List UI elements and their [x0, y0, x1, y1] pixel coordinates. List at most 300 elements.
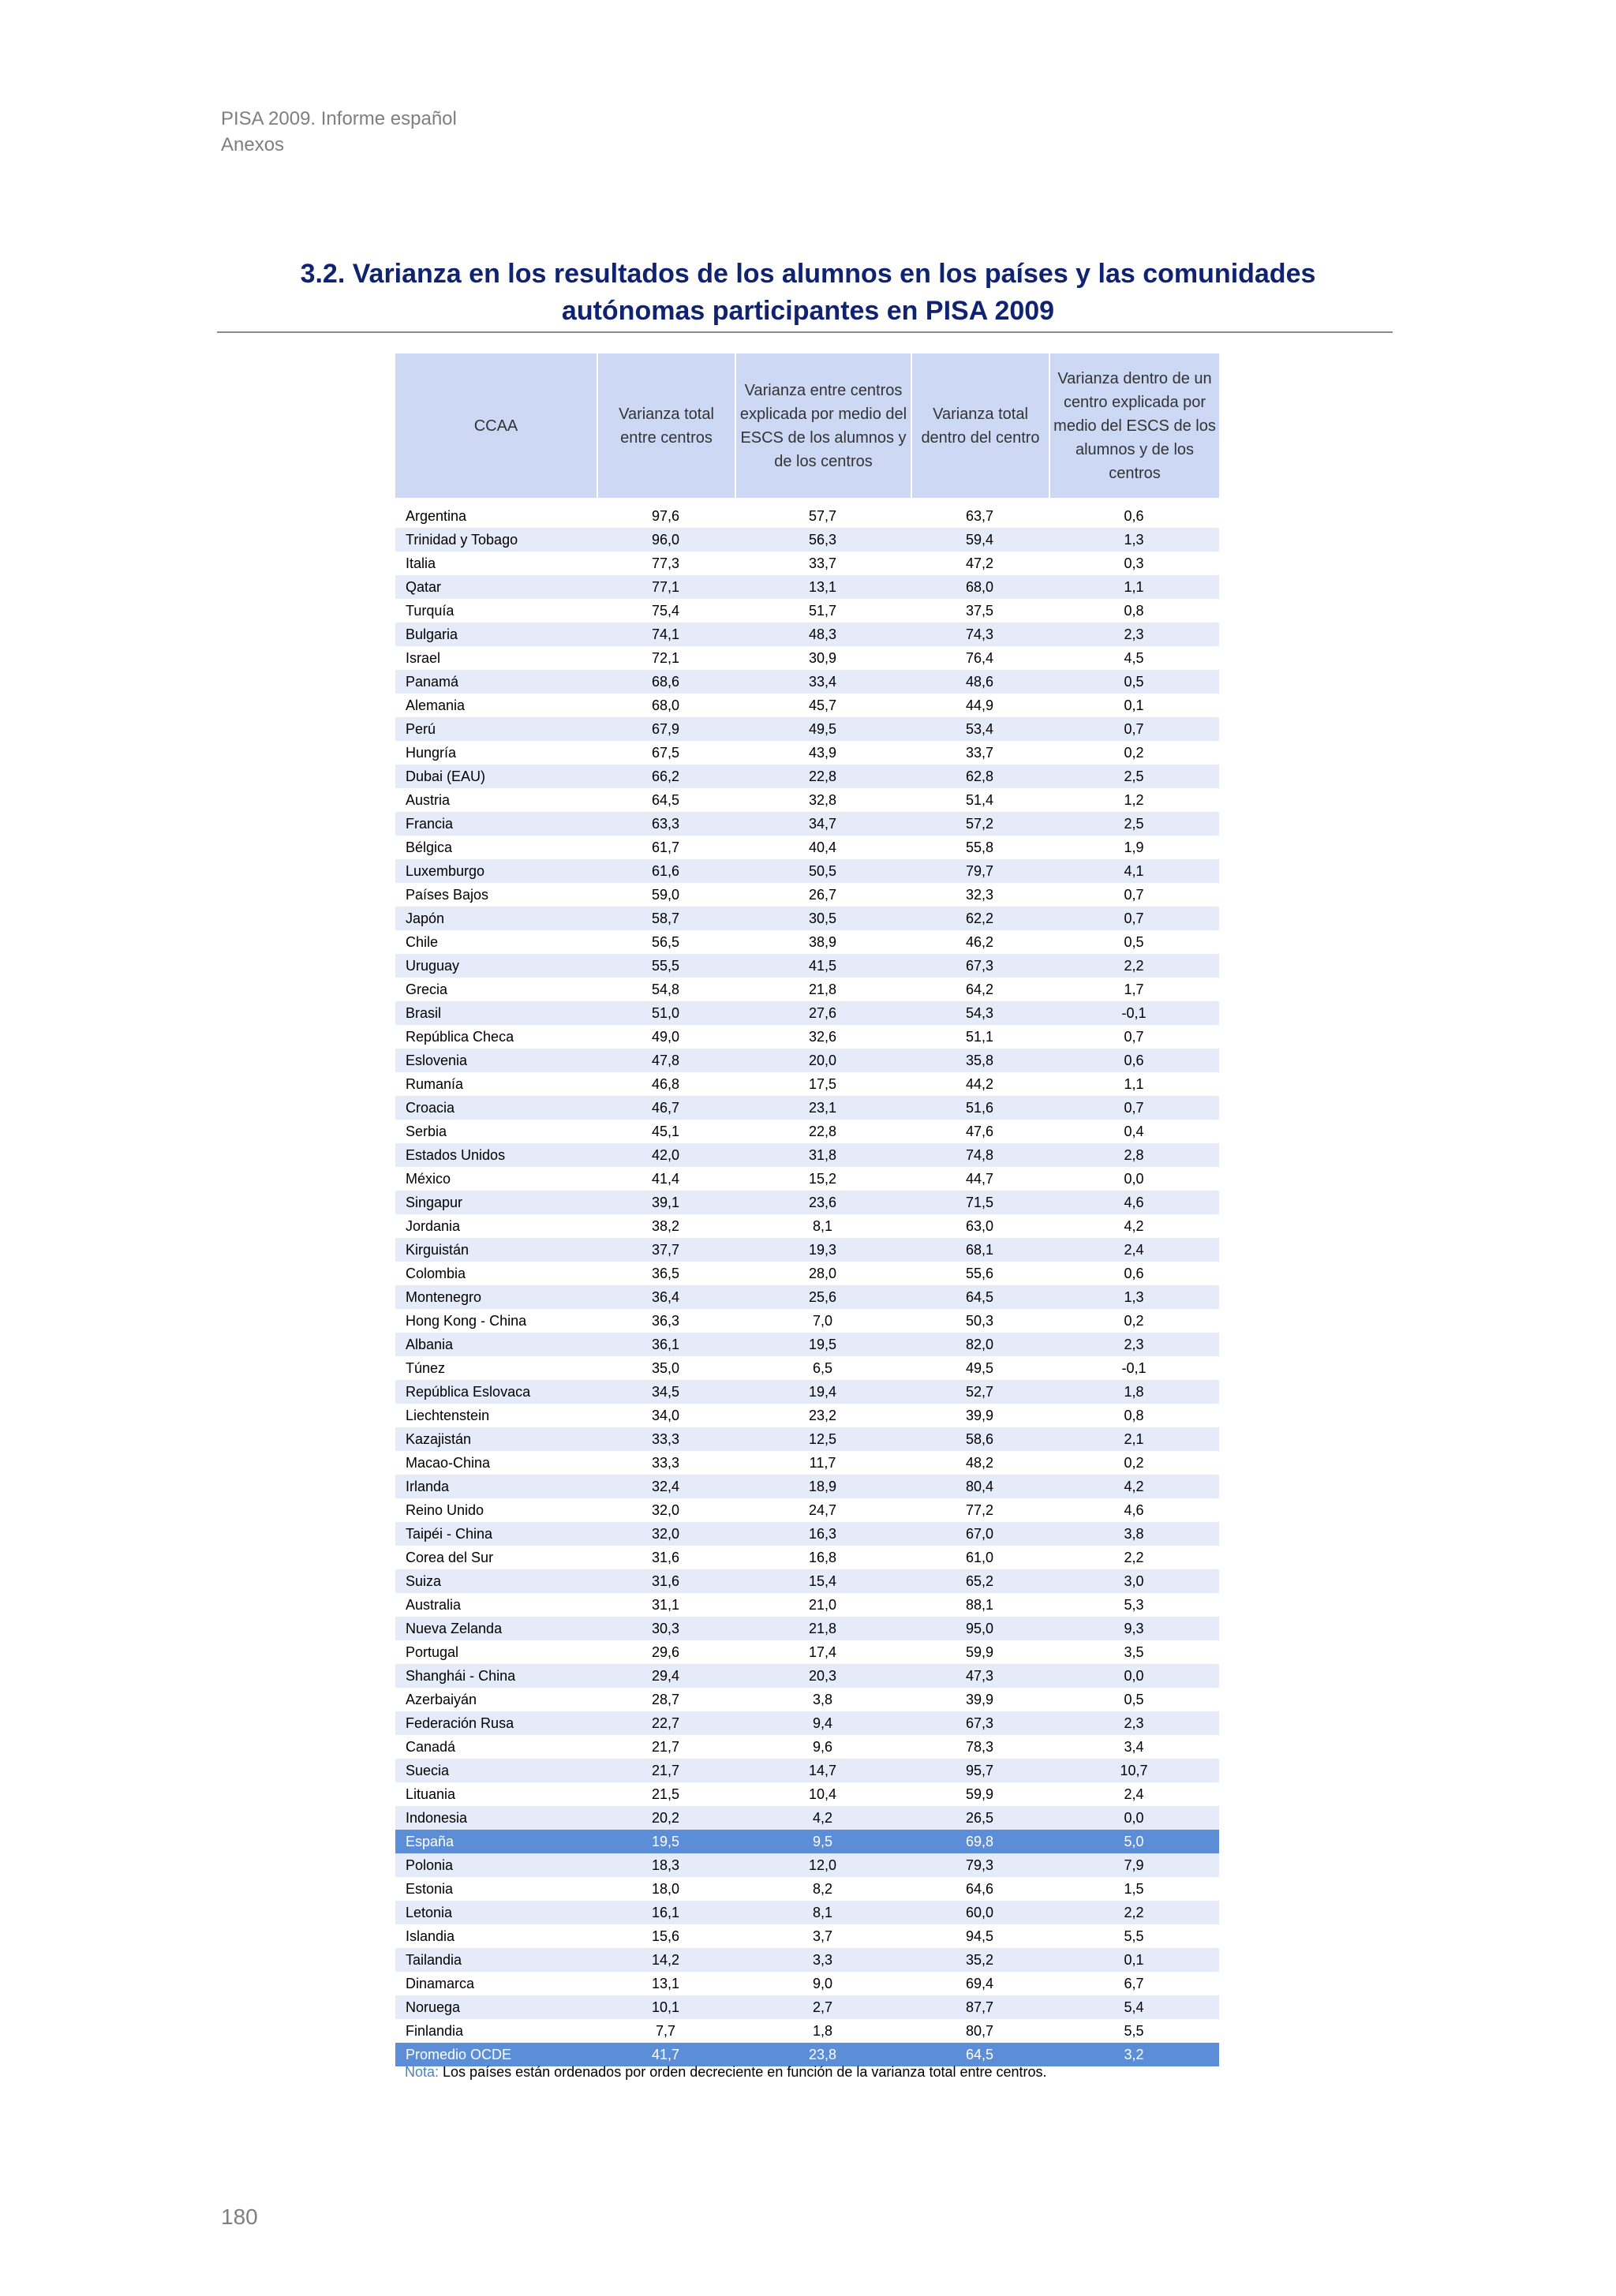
cell-within-escs: 0,6 — [1049, 1049, 1219, 1072]
section-title-line-1: 3.2. Varianza en los resultados de los alumnos en los países y las comunidades — [300, 259, 1316, 289]
cell-country: Albania — [395, 1333, 597, 1356]
cell-within-escs: 1,7 — [1124, 982, 1144, 997]
cell-country: Portugal — [406, 1644, 459, 1660]
cell-between-escs: 12,5 — [735, 1427, 911, 1451]
table-row — [395, 2019, 1219, 2043]
cell-between-escs: 41,5 — [735, 954, 911, 978]
cell-within-escs: 1,1 — [1124, 1076, 1144, 1092]
cell-between-escs: 45,7 — [808, 697, 837, 713]
cell-within-escs: 0,2 — [1124, 745, 1144, 761]
cell-country: Taipéi - China — [395, 1522, 597, 1546]
page-number: 180 — [221, 2204, 258, 2229]
cell-between-total: 97,6 — [651, 508, 680, 524]
cell-within-total: 47,2 — [965, 555, 994, 571]
cell-between-escs: 26,7 — [808, 887, 837, 903]
cell-within-escs: 4,2 — [1049, 1475, 1219, 1498]
cell-within-escs: 2,3 — [1049, 1711, 1219, 1735]
cell-between-escs: 14,7 — [735, 1759, 911, 1782]
cell-country: Shanghái - China — [395, 1664, 597, 1688]
cell-between-total: 31,6 — [597, 1569, 735, 1593]
column-header-within-total: Varianza total dentro del centro — [911, 353, 1049, 498]
table-row — [395, 1688, 1219, 1711]
table-row — [395, 1001, 1219, 1025]
title-divider — [217, 331, 1393, 333]
cell-between-escs: 6,5 — [812, 1360, 833, 1376]
cell-within-escs: 0,8 — [1124, 1408, 1144, 1423]
header-gap — [395, 498, 1219, 504]
table-row — [395, 552, 1219, 575]
table-row — [395, 1309, 1219, 1333]
table-row — [395, 1948, 1219, 1972]
cell-within-total: 39,9 — [965, 1408, 994, 1423]
table-row — [395, 670, 1219, 694]
table-row — [395, 1427, 1219, 1451]
cell-between-escs: 33,7 — [808, 555, 837, 571]
table-row — [395, 1214, 1219, 1238]
table-row — [395, 741, 1219, 765]
cell-between-escs: 13,1 — [735, 575, 911, 599]
table-row — [395, 1782, 1219, 1806]
table-row — [395, 1262, 1219, 1285]
cell-country: Grecia — [406, 982, 448, 997]
cell-within-total: 74,8 — [911, 1143, 1049, 1167]
cell-within-total: 44,9 — [965, 697, 994, 713]
cell-country: Montenegro — [395, 1285, 597, 1309]
table-row — [395, 1333, 1219, 1356]
cell-country: Tailandia — [395, 1948, 597, 1972]
cell-within-total: 88,1 — [965, 1597, 994, 1613]
cell-between-total: 67,9 — [597, 717, 735, 741]
cell-between-escs: 57,7 — [808, 508, 837, 524]
cell-between-total: 32,0 — [651, 1502, 680, 1518]
cell-between-escs: 56,3 — [735, 528, 911, 552]
cell-within-escs: 3,4 — [1124, 1739, 1144, 1755]
cell-within-escs: 4,1 — [1049, 859, 1219, 883]
cell-within-total: 57,2 — [911, 812, 1049, 836]
cell-between-total: 21,5 — [651, 1786, 680, 1802]
cell-between-escs: 22,8 — [808, 1124, 837, 1139]
cell-within-escs: 4,6 — [1124, 1502, 1144, 1518]
cell-between-escs: 8,1 — [735, 1901, 911, 1924]
cell-within-total: 60,0 — [911, 1901, 1049, 1924]
cell-country: Suiza — [395, 1569, 597, 1593]
cell-between-escs: 21,0 — [808, 1597, 837, 1613]
cell-within-escs: 9,3 — [1049, 1617, 1219, 1640]
cell-country: Serbia — [406, 1124, 447, 1139]
cell-country: Eslovenia — [395, 1049, 597, 1072]
cell-between-total: 46,7 — [597, 1096, 735, 1120]
cell-between-escs: 21,8 — [735, 1617, 911, 1640]
running-header-section: Anexos — [221, 134, 285, 155]
cell-between-total: 46,8 — [651, 1076, 680, 1092]
cell-between-total: 33,3 — [597, 1427, 735, 1451]
cell-within-escs: 2,2 — [1049, 954, 1219, 978]
cell-country: Singapur — [395, 1191, 597, 1214]
cell-within-escs: 0,3 — [1124, 555, 1144, 571]
cell-between-escs: 19,4 — [735, 1380, 911, 1404]
cell-within-escs: -0,1 — [1121, 1360, 1147, 1376]
cell-between-total: 68,6 — [597, 670, 735, 694]
section-title — [217, 256, 1399, 330]
table-row — [395, 1096, 1219, 1120]
cell-country: República Checa — [406, 1029, 514, 1045]
cell-between-total: 20,2 — [597, 1806, 735, 1830]
cell-within-total: 51,1 — [965, 1029, 994, 1045]
cell-within-escs: 0,0 — [1124, 1171, 1144, 1187]
cell-within-total: 32,3 — [965, 887, 994, 903]
cell-between-escs: 22,8 — [735, 765, 911, 788]
cell-between-escs: 9,5 — [735, 1830, 911, 1853]
cell-between-total: 18,0 — [651, 1881, 680, 1897]
cell-within-escs: 0,5 — [1124, 934, 1144, 950]
cell-country: Estados Unidos — [395, 1143, 597, 1167]
cell-within-total: 35,2 — [911, 1948, 1049, 1972]
cell-within-total: 87,7 — [911, 1995, 1049, 2019]
cell-between-total: 67,5 — [651, 745, 680, 761]
cell-between-total: 13,1 — [651, 1976, 680, 1991]
cell-between-total: 16,1 — [597, 1901, 735, 1924]
cell-within-total: 74,3 — [911, 623, 1049, 646]
cell-country: España — [395, 1830, 597, 1853]
cell-within-total: 78,3 — [965, 1739, 994, 1755]
cell-between-escs: 9,4 — [735, 1711, 911, 1735]
cell-within-total: 62,8 — [911, 765, 1049, 788]
column-header-between-total: Varianza total entre centros — [597, 353, 735, 498]
cell-between-total: 47,8 — [597, 1049, 735, 1072]
cell-between-escs: 3,7 — [812, 1928, 833, 1944]
cell-between-escs: 4,2 — [735, 1806, 911, 1830]
cell-within-total: 95,0 — [911, 1617, 1049, 1640]
cell-within-total: 62,2 — [911, 907, 1049, 930]
cell-country: Promedio OCDE — [395, 2043, 597, 2066]
cell-within-total: 44,2 — [965, 1076, 994, 1092]
cell-country: Perú — [395, 717, 597, 741]
cell-between-total: 49,0 — [651, 1029, 680, 1045]
cell-between-total: 77,3 — [651, 555, 680, 571]
cell-between-total: 31,1 — [651, 1597, 680, 1613]
cell-country: Noruega — [395, 1995, 597, 2019]
table-row — [395, 1877, 1219, 1901]
table-row — [395, 1995, 1219, 2019]
cell-between-escs: 1,8 — [812, 2023, 833, 2039]
table-row — [395, 1569, 1219, 1593]
cell-country: Australia — [406, 1597, 462, 1613]
column-header-within-escs: Varianza dentro de un centro explicada por medio del ESCS de los alumnos y de los centros — [1049, 353, 1219, 498]
cell-between-total: 72,1 — [651, 650, 680, 666]
cell-country: Indonesia — [395, 1806, 597, 1830]
table-row — [395, 1143, 1219, 1167]
cell-country: Estonia — [406, 1881, 454, 1897]
cell-between-escs: 23,1 — [735, 1096, 911, 1120]
cell-within-total: 51,4 — [965, 792, 994, 808]
cell-within-total: 76,4 — [965, 650, 994, 666]
table-row — [395, 1546, 1219, 1569]
cell-within-total: 95,7 — [911, 1759, 1049, 1782]
cell-between-escs: 49,5 — [735, 717, 911, 741]
cell-within-escs: 2,5 — [1049, 765, 1219, 788]
cell-between-escs: 19,3 — [735, 1238, 911, 1262]
cell-country: Uruguay — [395, 954, 597, 978]
table-row — [395, 1853, 1219, 1877]
cell-between-escs: 40,4 — [808, 839, 837, 855]
cell-within-total: 64,5 — [911, 2043, 1049, 2066]
cell-within-total: 64,2 — [965, 982, 994, 997]
cell-between-total: 59,0 — [651, 887, 680, 903]
cell-country: Turquía — [406, 603, 454, 619]
cell-country: Chile — [406, 934, 439, 950]
cell-within-total: 51,6 — [911, 1096, 1049, 1120]
table-row — [395, 1972, 1219, 1995]
table-row — [395, 646, 1219, 670]
cell-between-total: 41,7 — [597, 2043, 735, 2066]
cell-between-total: 14,2 — [597, 1948, 735, 1972]
cell-country: Argentina — [406, 508, 467, 524]
cell-within-escs: 0,2 — [1124, 1455, 1144, 1471]
cell-between-total: 35,0 — [651, 1360, 680, 1376]
cell-within-escs: 0,0 — [1049, 1806, 1219, 1830]
table-row — [395, 1522, 1219, 1546]
cell-within-escs: 0,7 — [1049, 1096, 1219, 1120]
cell-between-escs: 20,0 — [735, 1049, 911, 1072]
table-row — [395, 765, 1219, 788]
cell-between-escs: 3,8 — [812, 1692, 833, 1707]
cell-within-escs: 0,6 — [1124, 508, 1144, 524]
cell-within-escs: 1,3 — [1049, 528, 1219, 552]
table-row — [395, 528, 1219, 552]
table-header-row — [395, 353, 1219, 498]
cell-within-escs: 6,7 — [1124, 1976, 1144, 1991]
cell-within-escs: 5,3 — [1124, 1597, 1144, 1613]
cell-within-escs: 0,4 — [1124, 1124, 1144, 1139]
table-row — [395, 575, 1219, 599]
cell-between-escs: 9,0 — [812, 1976, 833, 1991]
cell-country: República Eslovaca — [395, 1380, 597, 1404]
cell-country: Suecia — [395, 1759, 597, 1782]
cell-country: Túnez — [406, 1360, 446, 1376]
table-row — [395, 1593, 1219, 1617]
cell-within-total: 63,0 — [965, 1218, 994, 1234]
cell-within-escs: 0,0 — [1049, 1664, 1219, 1688]
cell-within-escs: 0,7 — [1049, 717, 1219, 741]
table-row — [395, 930, 1219, 954]
cell-between-escs: 10,4 — [808, 1786, 837, 1802]
cell-country: Trinidad y Tobago — [395, 528, 597, 552]
cell-within-escs: 3,8 — [1049, 1522, 1219, 1546]
cell-between-total: 7,7 — [655, 2023, 676, 2039]
cell-country: Kirguistán — [395, 1238, 597, 1262]
cell-within-total: 82,0 — [911, 1333, 1049, 1356]
table-body — [395, 498, 1219, 2066]
table-row — [395, 1806, 1219, 1830]
table-row — [395, 812, 1219, 836]
cell-between-escs: 38,9 — [808, 934, 837, 950]
cell-within-escs: 4,5 — [1124, 650, 1144, 666]
cell-within-total: 67,0 — [911, 1522, 1049, 1546]
cell-between-escs: 2,7 — [735, 1995, 911, 2019]
table-row — [395, 623, 1219, 646]
cell-between-total: 36,4 — [597, 1285, 735, 1309]
table-row — [395, 1025, 1219, 1049]
table-row — [395, 1711, 1219, 1735]
cell-country: Bélgica — [406, 839, 453, 855]
cell-between-escs: 23,6 — [735, 1191, 911, 1214]
cell-between-total: 54,8 — [651, 982, 680, 997]
cell-country: Luxemburgo — [395, 859, 597, 883]
cell-within-total: 46,2 — [965, 934, 994, 950]
cell-within-escs: 4,6 — [1049, 1191, 1219, 1214]
section-title-line-2: autónomas participantes en PISA 2009 — [561, 296, 1055, 326]
cell-country: Israel — [406, 650, 441, 666]
cell-country: Francia — [395, 812, 597, 836]
cell-between-escs: 3,3 — [735, 1948, 911, 1972]
cell-between-escs: 28,0 — [808, 1266, 837, 1281]
cell-country: Lituania — [406, 1786, 456, 1802]
cell-within-total: 59,4 — [911, 528, 1049, 552]
cell-between-escs: 9,6 — [812, 1739, 833, 1755]
table-row — [395, 1924, 1219, 1948]
cell-country: Letonia — [395, 1901, 597, 1924]
table-row — [395, 694, 1219, 717]
cell-within-total: 68,1 — [911, 1238, 1049, 1262]
cell-country: Croacia — [395, 1096, 597, 1120]
cell-between-total: 34,5 — [597, 1380, 735, 1404]
table-row — [395, 883, 1219, 907]
cell-between-total: 41,4 — [651, 1171, 680, 1187]
cell-between-total: 51,0 — [597, 1001, 735, 1025]
cell-within-total: 71,5 — [911, 1191, 1049, 1214]
cell-between-total: 18,3 — [597, 1853, 735, 1877]
cell-within-escs: 3,2 — [1049, 2043, 1219, 2066]
cell-between-escs: 32,8 — [808, 792, 837, 808]
table-note — [405, 2062, 1047, 2082]
table-row — [395, 1238, 1219, 1262]
cell-country: Macao-China — [406, 1455, 491, 1471]
cell-within-escs: 3,5 — [1124, 1644, 1144, 1660]
running-header-title: PISA 2009. Informe español — [221, 108, 457, 129]
cell-within-total: 50,3 — [965, 1313, 994, 1329]
cell-within-total: 59,9 — [965, 1644, 994, 1660]
cell-within-total: 58,6 — [911, 1427, 1049, 1451]
cell-within-escs: 5,0 — [1049, 1830, 1219, 1853]
cell-within-total: 63,7 — [965, 508, 994, 524]
cell-between-total: 75,4 — [651, 603, 680, 619]
cell-within-escs: 0,7 — [1124, 887, 1144, 903]
cell-between-escs: 34,7 — [735, 812, 911, 836]
cell-within-escs: 1,3 — [1049, 1285, 1219, 1309]
table-row — [395, 1735, 1219, 1759]
cell-country: Brasil — [395, 1001, 597, 1025]
cell-country: Hong Kong - China — [406, 1313, 527, 1329]
table-row — [395, 717, 1219, 741]
cell-between-escs: 8,2 — [812, 1881, 833, 1897]
cell-country: Hungría — [406, 745, 457, 761]
cell-within-total: 77,2 — [965, 1502, 994, 1518]
cell-within-total: 69,4 — [965, 1976, 994, 1991]
cell-between-total: 63,3 — [597, 812, 735, 836]
cell-between-escs: 32,6 — [808, 1029, 837, 1045]
running-header — [221, 106, 457, 158]
cell-within-total: 26,5 — [911, 1806, 1049, 1830]
cell-within-escs: 1,2 — [1124, 792, 1144, 808]
cell-country: Finlandia — [406, 2023, 464, 2039]
table-row — [395, 1049, 1219, 1072]
cell-between-total: 32,0 — [597, 1522, 735, 1546]
cell-within-total: 55,8 — [965, 839, 994, 855]
table-row — [395, 1120, 1219, 1143]
cell-within-total: 53,4 — [911, 717, 1049, 741]
cell-between-escs: 48,3 — [735, 623, 911, 646]
cell-between-escs: 15,2 — [808, 1171, 837, 1187]
cell-between-escs: 33,4 — [735, 670, 911, 694]
cell-country: Canadá — [406, 1739, 456, 1755]
cell-between-total: 21,7 — [651, 1739, 680, 1755]
cell-between-total: 33,3 — [651, 1455, 680, 1471]
cell-between-total: 34,0 — [651, 1408, 680, 1423]
cell-country: Kazajistán — [395, 1427, 597, 1451]
table-row — [395, 1072, 1219, 1096]
cell-within-escs: 10,7 — [1049, 1759, 1219, 1782]
cell-country: Qatar — [395, 575, 597, 599]
cell-within-escs: 0,5 — [1124, 1692, 1144, 1707]
cell-between-total: 68,0 — [651, 697, 680, 713]
cell-within-total: 69,8 — [911, 1830, 1049, 1853]
cell-between-total: 74,1 — [597, 623, 735, 646]
cell-between-escs: 25,6 — [735, 1285, 911, 1309]
cell-within-escs: 5,4 — [1049, 1995, 1219, 2019]
table-row — [395, 859, 1219, 883]
cell-within-escs: 0,8 — [1124, 603, 1144, 619]
cell-within-total: 44,7 — [965, 1171, 994, 1187]
cell-within-escs: 3,0 — [1049, 1569, 1219, 1593]
cell-between-total: 66,2 — [597, 765, 735, 788]
cell-between-total: 36,3 — [651, 1313, 680, 1329]
cell-within-escs: 2,2 — [1049, 1901, 1219, 1924]
cell-within-escs: 1,8 — [1049, 1380, 1219, 1404]
cell-between-escs: 21,8 — [808, 982, 837, 997]
cell-within-escs: 2,4 — [1049, 1238, 1219, 1262]
cell-within-escs: 7,9 — [1049, 1853, 1219, 1877]
cell-within-total: 55,6 — [965, 1266, 994, 1281]
cell-between-total: 29,6 — [651, 1644, 680, 1660]
cell-between-total: 56,5 — [651, 934, 680, 950]
table-row — [395, 836, 1219, 859]
cell-country: Austria — [406, 792, 451, 808]
cell-within-escs: 1,1 — [1049, 575, 1219, 599]
cell-between-escs: 51,7 — [808, 603, 837, 619]
cell-country: Azerbaiyán — [406, 1692, 477, 1707]
cell-between-total: 37,7 — [597, 1238, 735, 1262]
cell-country: Japón — [395, 907, 597, 930]
cell-country: Dubai (EAU) — [395, 765, 597, 788]
table-row — [395, 1285, 1219, 1309]
cell-between-total: 77,1 — [597, 575, 735, 599]
cell-between-escs: 19,5 — [735, 1333, 911, 1356]
cell-within-escs: 4,2 — [1124, 1218, 1144, 1234]
cell-between-escs: 8,1 — [812, 1218, 833, 1234]
cell-country: Jordania — [406, 1218, 461, 1234]
cell-within-escs: 2,3 — [1049, 623, 1219, 646]
cell-between-total: 32,4 — [597, 1475, 735, 1498]
cell-within-escs: 2,1 — [1049, 1427, 1219, 1451]
cell-within-escs: 0,7 — [1049, 907, 1219, 930]
cell-within-total: 64,5 — [911, 1285, 1049, 1309]
note-label: Nota: — [405, 2064, 440, 2080]
cell-country: Alemania — [406, 697, 466, 713]
cell-within-escs: 1,5 — [1124, 1881, 1144, 1897]
cell-within-total: 94,5 — [965, 1928, 994, 1944]
cell-within-total: 47,6 — [965, 1124, 994, 1139]
cell-within-total: 48,6 — [911, 670, 1049, 694]
